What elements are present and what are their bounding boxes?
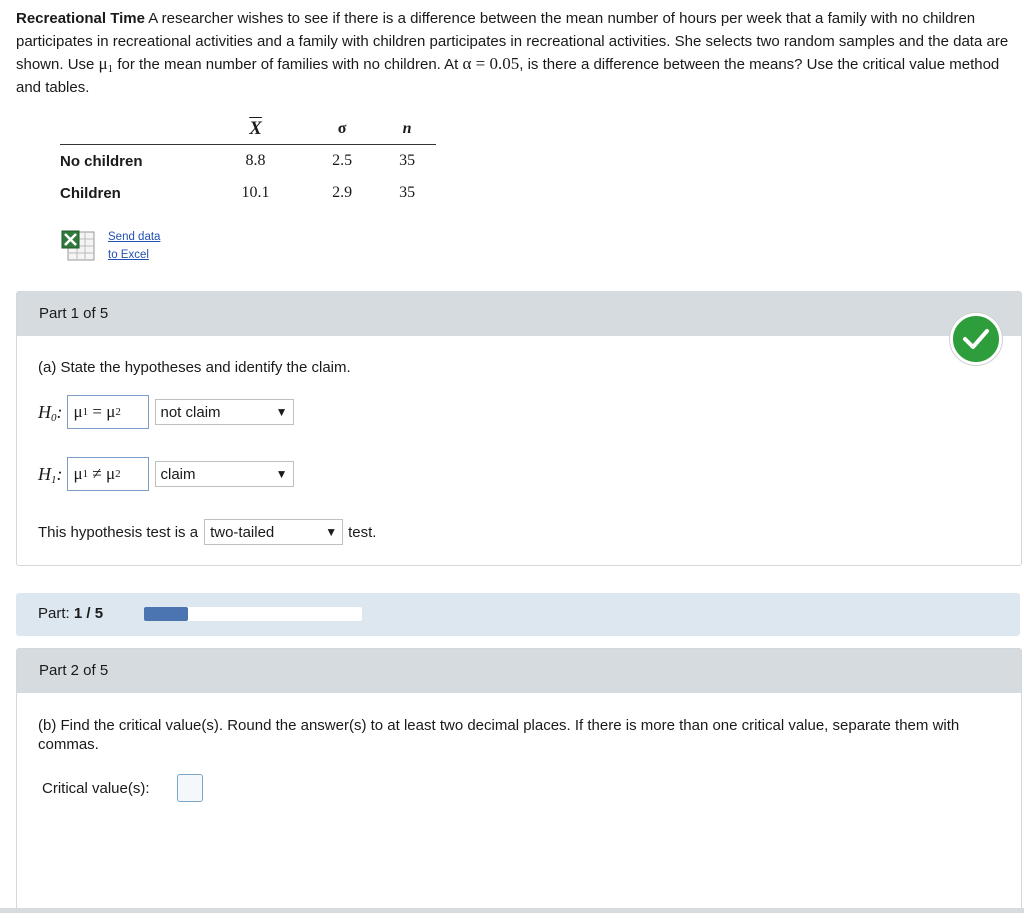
send-to-excel[interactable] <box>60 228 160 264</box>
dropdown-arrow-icon: ▼ <box>275 405 288 419</box>
part1-question: (a) State the hypotheses and identify the claim. <box>38 359 351 376</box>
h1-expression[interactable]: μ 1 ≠ μ 2 <box>67 457 149 491</box>
table-row: Children 10.1 2.9 35 <box>60 184 416 202</box>
null-hypothesis: $H_0$: μ 1 = μ 2 not claim ▼ <box>38 395 294 429</box>
critical-value-label: Critical value(s): <box>42 780 150 797</box>
test-type-sentence: This hypothesis test is a two-tailed ▼ test. <box>38 519 376 545</box>
excel-icon[interactable] <box>60 228 98 262</box>
table-row: No children 8.8 2.5 35 <box>60 152 416 170</box>
part1-header: Part 1 of 5 <box>17 292 1021 336</box>
h1-claim-select[interactable]: claim ▼ <box>155 461 294 487</box>
header-sigma: σ <box>306 114 378 145</box>
critical-value-input[interactable] <box>177 774 203 802</box>
header-n: n <box>378 114 436 145</box>
data-table <box>60 114 436 209</box>
correct-check-icon <box>950 313 1002 365</box>
header-xbar: $\overline{X}$ <box>205 114 306 145</box>
part2-question: (b) Find the critical value(s). Round the answer(s) to at least two decimal places. If there is more than one critical value, separate them with commas. <box>38 717 960 753</box>
part2-panel <box>16 648 1022 911</box>
dropdown-arrow-icon: ▼ <box>325 525 338 539</box>
problem-title: Recreational Time <box>16 10 145 27</box>
send-data-link[interactable]: Send data to Excel <box>108 231 161 261</box>
alternative-hypothesis: $H_1$: μ 1 ≠ μ 2 claim ▼ <box>38 457 294 491</box>
part2-header: Part 2 of 5 <box>17 649 1021 693</box>
dropdown-arrow-icon: ▼ <box>275 467 288 481</box>
progress-track <box>144 607 362 621</box>
problem-statement: Recreational Time A researcher wishes to see if there is a difference between the mean number of hours per week that a family with no children participates in recreational activities and a family with children participates in recreational activities. She selects two random samples and the data are shown. Use $\mu_1$ for the mean number of families with no children. At α = 0.05, is there a difference between the means? Use the critical value method and tables. <box>16 10 1009 96</box>
h0-expression[interactable]: μ 1 = μ 2 <box>67 395 149 429</box>
h0-claim-select[interactable]: not claim ▼ <box>155 399 294 425</box>
progress-fill <box>144 607 188 621</box>
progress-bar: Part: 1 / 5 <box>16 593 1020 636</box>
test-type-select[interactable]: two-tailed ▼ <box>204 519 343 545</box>
